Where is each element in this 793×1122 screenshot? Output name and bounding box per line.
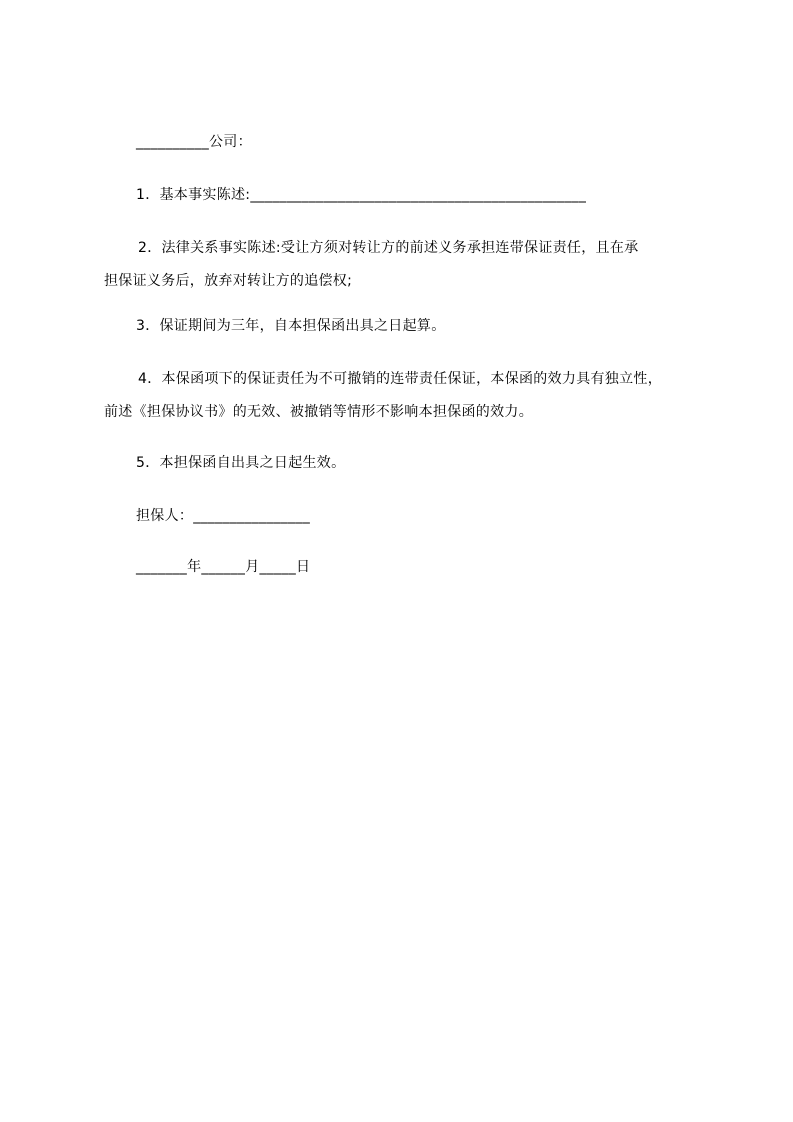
date-line: _______年______月_____日: [136, 559, 311, 575]
item-2-line-2: 担保证义务后，放弃对转让方的追偿权;: [104, 273, 353, 289]
item-5-effective-date: 5．本担保函自出具之日起生效。: [136, 455, 346, 471]
item-3-guarantee-period: 3．保证期间为三年，自本担保函出具之日起算。: [136, 318, 446, 334]
item-2-line-1: 2．法律关系事实陈述:受让方须对转让方的前述义务承担连带保证责任，且在承: [138, 240, 639, 256]
item-1-basic-facts: 1．基本事实陈述:______________________________________________: [136, 187, 587, 203]
item-4-line-2: 前述《担保协议书》的无效、被撤销等情形不影响本担保函的效力。: [104, 404, 533, 420]
item-4-line-1: 4．本保函项下的保证责任为不可撤销的连带责任保证，本保函的效力具有独立性，: [138, 371, 663, 387]
item-4-guarantee-liability: [104, 369, 724, 422]
guarantor-signature-line: 担保人：________________: [136, 508, 310, 524]
item-2-legal-relationship: [104, 238, 724, 291]
addressee-line: __________公司：: [136, 134, 252, 150]
